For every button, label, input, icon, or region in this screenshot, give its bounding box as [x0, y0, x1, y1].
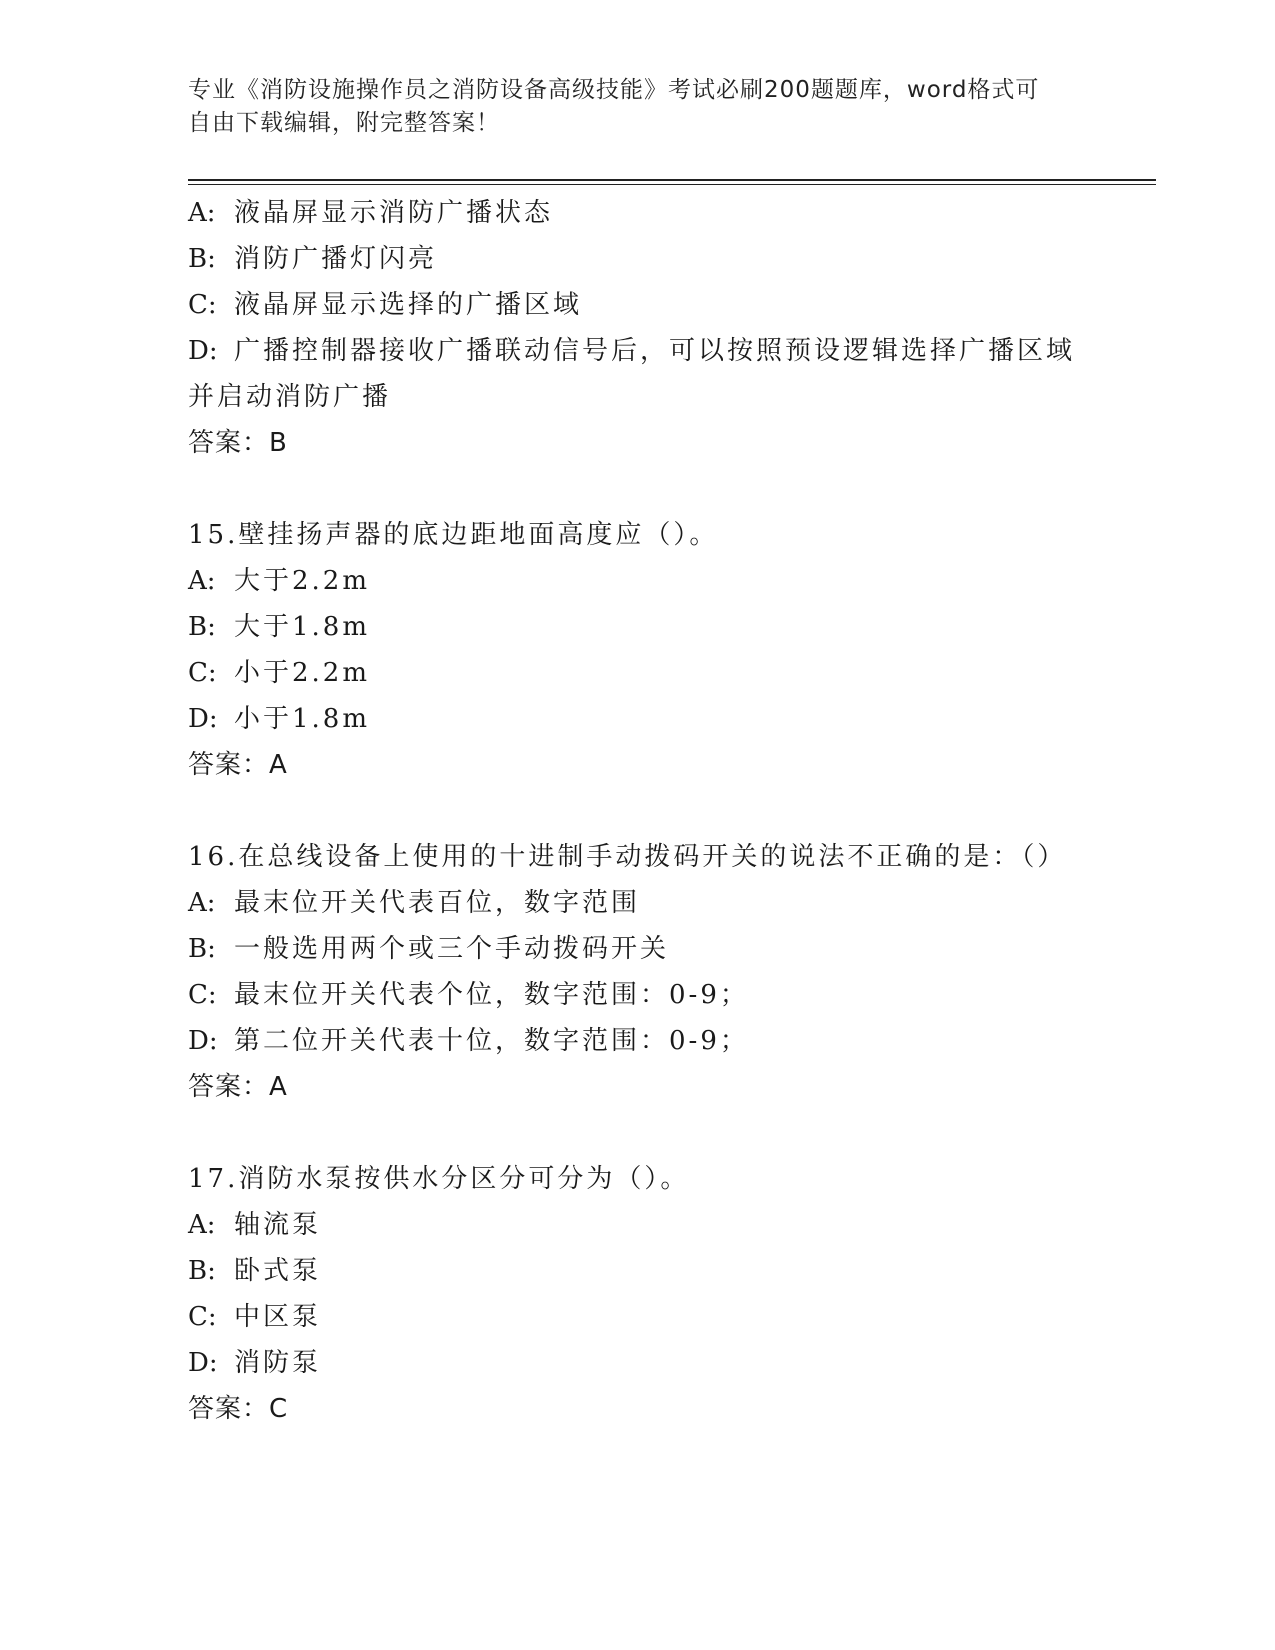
question-title: 16.在总线设备上使用的十进制手动拨码开关的说法不正确的是：（）: [188, 842, 1067, 872]
header-divider-thick: [188, 179, 1156, 181]
option-label: B:: [188, 244, 216, 274]
option-d: [188, 696, 1088, 742]
question-title: 17.消防水泵按供水分区分可分为（）。: [188, 1164, 690, 1194]
header-line-2: 自由下载编辑，附完整答案！: [188, 110, 500, 136]
option-label: B:: [188, 934, 216, 964]
option-d: [188, 1340, 1088, 1386]
option-text: 消防泵: [234, 1348, 322, 1378]
spacer: [188, 466, 1088, 512]
option-c: [188, 1294, 1088, 1340]
question-title: 15.壁挂扬声器的底边距地面高度应（）。: [188, 520, 719, 550]
option-b: [188, 1248, 1088, 1294]
option-text: 小于2.2m: [234, 658, 371, 688]
answer-text: 答案：A: [188, 750, 288, 780]
option-label: A:: [188, 888, 216, 918]
option-text: 大于1.8m: [234, 612, 371, 642]
option-b: [188, 236, 1088, 282]
spacer: [188, 788, 1088, 834]
option-c: [188, 282, 1088, 328]
option-text: 小于1.8m: [234, 704, 371, 734]
question-block-17: [188, 1156, 1088, 1432]
option-c: [188, 650, 1088, 696]
spacer: [188, 1110, 1088, 1156]
option-d-continuation: 并启动消防广播: [188, 382, 392, 412]
header-line-1: 专业《消防设施操作员之消防设备高级技能》考试必刷200题题库，word格式可: [188, 77, 1040, 103]
option-b: [188, 926, 1088, 972]
option-label: A:: [188, 1210, 216, 1240]
option-label: D:: [188, 1026, 218, 1056]
option-text: 最末位开关代表百位，数字范围: [234, 888, 641, 918]
option-a: [188, 190, 1088, 236]
option-a: [188, 558, 1088, 604]
answer-text: 答案：B: [188, 428, 288, 458]
option-label: C:: [188, 290, 217, 320]
answer-text: 答案：A: [188, 1072, 288, 1102]
option-text: 液晶屏显示消防广播状态: [234, 198, 554, 228]
header-divider-thin: [188, 184, 1156, 185]
option-label: B:: [188, 612, 216, 642]
option-d: [188, 328, 1088, 374]
option-label: D:: [188, 704, 218, 734]
answer-text: 答案：C: [188, 1394, 289, 1424]
option-text: 广播控制器接收广播联动信号后，可以按照预设逻辑选择广播区域: [234, 336, 1076, 366]
option-label: B:: [188, 1256, 216, 1286]
option-text: 中区泵: [234, 1302, 322, 1332]
option-text: 最末位开关代表个位，数字范围：0-9；: [234, 980, 749, 1010]
option-label: D:: [188, 336, 218, 366]
document-header: [188, 74, 1088, 140]
option-label: C:: [188, 980, 217, 1010]
option-c: [188, 972, 1088, 1018]
option-d: [188, 1018, 1088, 1064]
option-label: D:: [188, 1348, 218, 1378]
option-label: C:: [188, 1302, 217, 1332]
option-label: C:: [188, 658, 217, 688]
option-label: A:: [188, 566, 216, 596]
option-text: 大于2.2m: [234, 566, 371, 596]
option-a: [188, 880, 1088, 926]
option-text: 轴流泵: [234, 1210, 322, 1240]
option-text: 消防广播灯闪亮: [234, 244, 438, 274]
question-block-16: [188, 834, 1088, 1110]
option-text: 卧式泵: [234, 1256, 322, 1286]
option-text: 一般选用两个或三个手动拨码开关: [234, 934, 670, 964]
option-text: 液晶屏显示选择的广播区域: [234, 290, 583, 320]
option-label: A:: [188, 198, 216, 228]
question-list: [188, 190, 1088, 1432]
option-text: 第二位开关代表十位，数字范围：0-9；: [234, 1026, 749, 1056]
question-block-15: [188, 512, 1088, 788]
option-b: [188, 604, 1088, 650]
question-block-continued: [188, 190, 1088, 466]
option-a: [188, 1202, 1088, 1248]
